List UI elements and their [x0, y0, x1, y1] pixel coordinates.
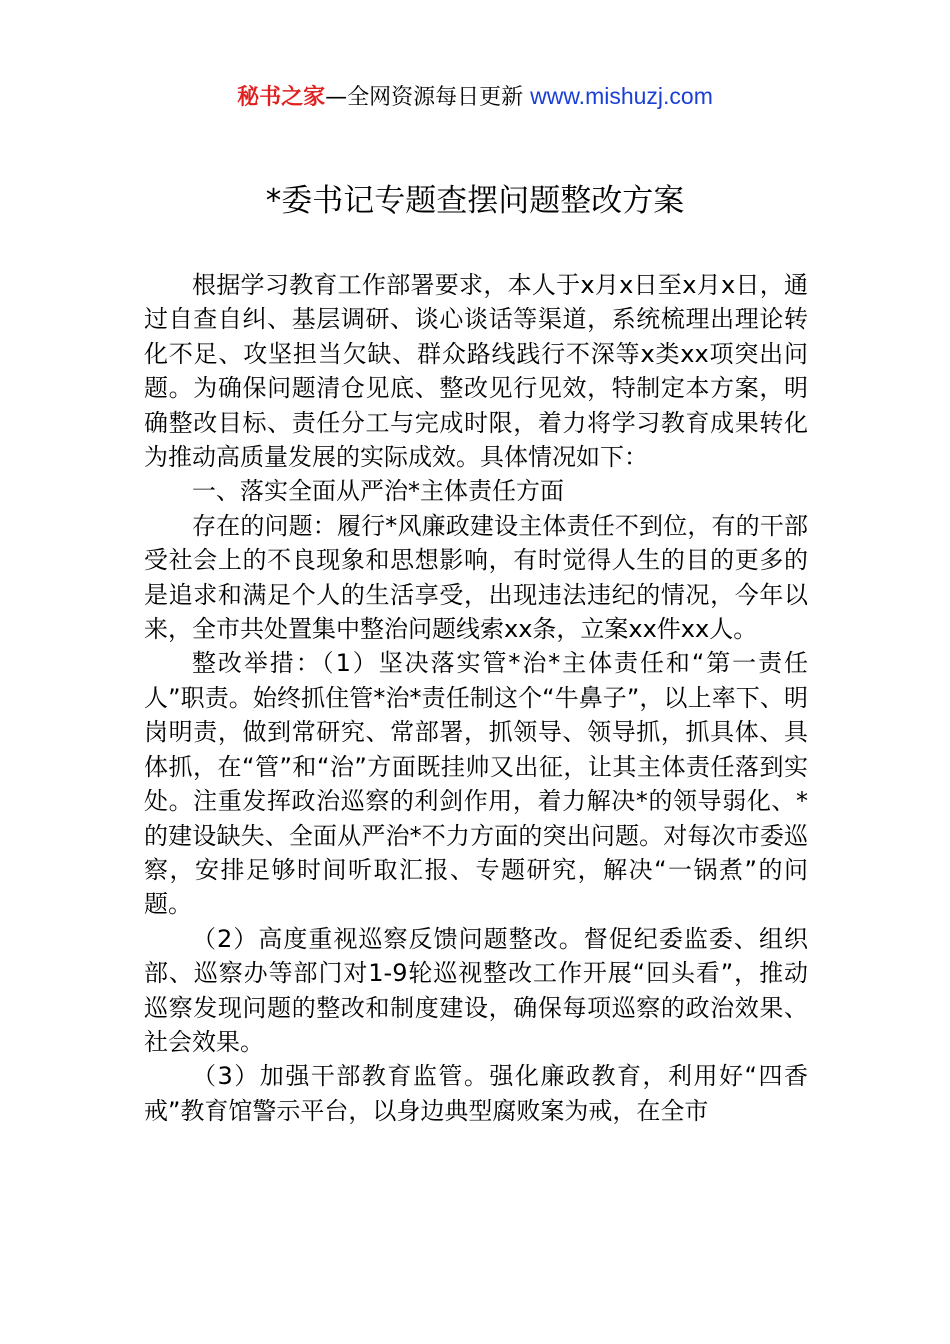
site-url-link[interactable]: www.mishuzj.com: [530, 83, 713, 109]
measure-paragraph-2: （2）高度重视巡察反馈问题整改。督促纪委监委、组织部、巡察办等部门对1-9轮巡视整改工作开展“回头看”，推动巡察发现问题的整改和制度建设，确保每项巡察的政治效果、社会效果。: [144, 924, 808, 1056]
section-heading: 一、落实全面从严治*主体责任方面: [192, 477, 564, 506]
site-header: [0, 80, 950, 114]
document-title: *委书记专题查摆问题整改方案: [265, 183, 685, 219]
brand-name: 秘书之家: [237, 85, 326, 110]
problem-paragraph: 存在的问题：履行*风廉政建设主体责任不到位，有的干部受社会上的不良现象和思想影响，有时觉得人生的目的更多的是追求和满足个人的生活享受，出现违法违纪的情况，今年以来，全市共处置集中整治问题线索xx条，立案xx件xx人。: [144, 511, 808, 644]
document-body: [144, 268, 808, 1128]
measure-paragraph-3: （3）加强干部教育监管。强化廉政教育，利用好“四香戒”教育馆警示平台，以身边典型腐败案为戒，在全市: [144, 1062, 808, 1125]
intro-paragraph: 根据学习教育工作部署要求，本人于x月x日至x月x日，通过自查自纠、基层调研、谈心谈话等渠道，系统梳理出理论转化不足、攻坚担当欠缺、群众路线践行不深等x类xx项突出问题。为确保问题清仓见底、整改见行见效，特制定本方案，明确整改目标、责任分工与完成时限，着力将学习教育成果转化为推动高质量发展的实际成效。具体情况如下：: [144, 271, 808, 472]
measure-paragraph-1: 整改举措：（1）坚决落实管*治*主体责任和“第一责任人”职责。始终抓住管*治*责任制这个“牛鼻子”，以上率下、明岗明责，做到常研究、常部署，抓领导、领导抓，抓具体、具体抓，在“管”和“治”方面既挂帅又出征，让其主体责任落到实处。注重发挥政治巡察的利剑作用，着力解决*的领导弱化、*的建设缺失、全面从严治*不力方面的突出问题。对每次市委巡察，安排足够时间听取汇报、专题研究，解决“一锅煮”的问题。: [144, 649, 808, 919]
header-slogan: —全网资源每日更新: [325, 85, 524, 110]
